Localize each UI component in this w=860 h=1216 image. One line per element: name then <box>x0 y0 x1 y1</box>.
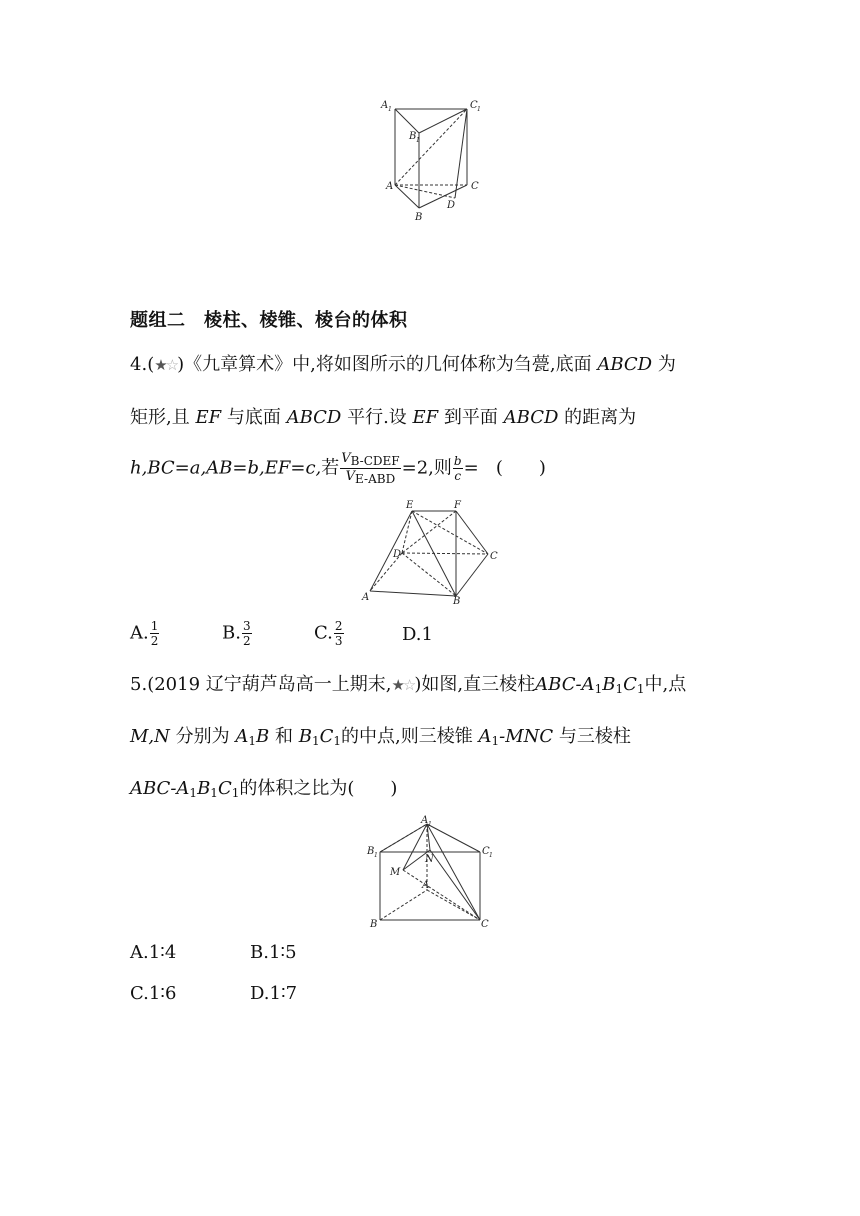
label-c1-sub: 1 <box>489 852 493 859</box>
label-a1: A <box>421 815 429 826</box>
q5-line-3: ABC-$A_1B_1C_1$的体积之比为( ) <box>130 778 398 800</box>
label-a: A <box>362 592 370 603</box>
label-c1-sub: 1 <box>477 106 481 113</box>
label-a1-sub: 1 <box>428 821 432 828</box>
label-e: E <box>406 500 414 511</box>
label-n: N <box>425 854 434 865</box>
label-m: M <box>390 867 401 878</box>
label-d: D <box>447 200 456 211</box>
q4-line-3: h,BC=a,AB=b,EF=c,若 $\frac{\text{VB-CDEF}}{\text{VE-ABD}}$ =2,则 $\frac{b}{c}$ = ( ) <box>130 451 546 486</box>
label-c1: C <box>482 846 490 857</box>
difficulty-star-icon: ★☆ <box>391 676 415 694</box>
label-b: B <box>370 919 378 930</box>
label-b1: B <box>409 131 417 142</box>
prism-figure <box>375 95 490 225</box>
label-a: A <box>422 880 430 891</box>
label-c1: C <box>470 100 478 111</box>
label-d: D <box>393 549 402 560</box>
q5-line-1: 5.(2019 辽宁葫芦岛高一上期末,★☆)如图,直三棱柱ABC-$A_1B_1C_1$中,点 <box>130 674 687 696</box>
b-over-c-fraction: $\frac{b}{c}$ <box>453 454 462 483</box>
q5-line-2: M,N 分别为 $A_1B$ 和 $B_1C_1$的中点,则三棱锥 $A_1$-MNC 与三棱柱 <box>130 726 631 748</box>
prism-pyramid-figure <box>365 812 500 932</box>
q4-option-a: A. $\frac{1}{2}$ <box>130 619 159 648</box>
q4-line-1: 4.(★☆)《九章算术》中,将如图所示的几何体称为刍甍,底面 ABCD 为 <box>130 354 676 375</box>
label-a1-sub: 1 <box>388 106 392 113</box>
q4-option-b: B. $\frac{3}{2}$ <box>222 619 251 648</box>
q5-option-b: B.1∶5 <box>250 942 297 963</box>
difficulty-star-icon: ★☆ <box>154 356 178 374</box>
label-b1: B <box>367 846 375 857</box>
label-b1-sub: 1 <box>374 852 378 859</box>
chumeng-figure <box>358 496 503 606</box>
label-a1: A <box>381 100 389 111</box>
q5-option-d: D.1∶7 <box>250 983 298 1004</box>
q5-option-c: C.1∶6 <box>130 983 177 1004</box>
q4-option-d: D.1 <box>402 624 433 645</box>
label-b: B <box>453 596 461 606</box>
label-a: A <box>386 181 394 192</box>
q4-option-c: C. $\frac{2}{3}$ <box>314 619 343 648</box>
label-b1-sub: 1 <box>416 137 420 144</box>
label-c: C <box>471 181 479 192</box>
label-f: F <box>454 500 461 511</box>
q4-line-2: 矩形,且 EF 与底面 ABCD 平行.设 EF 到平面 ABCD 的距离为 <box>130 407 637 428</box>
label-b: B <box>415 212 423 223</box>
volume-ratio-fraction: $\frac{\text{VB-CDEF}}{\text{VE-ABD}}$ <box>341 451 400 486</box>
label-c: C <box>490 551 498 562</box>
label-c: C <box>481 919 489 930</box>
q5-option-a: A.1∶4 <box>130 942 177 963</box>
section-title: 题组二 棱柱、棱锥、棱台的体积 <box>130 310 408 331</box>
